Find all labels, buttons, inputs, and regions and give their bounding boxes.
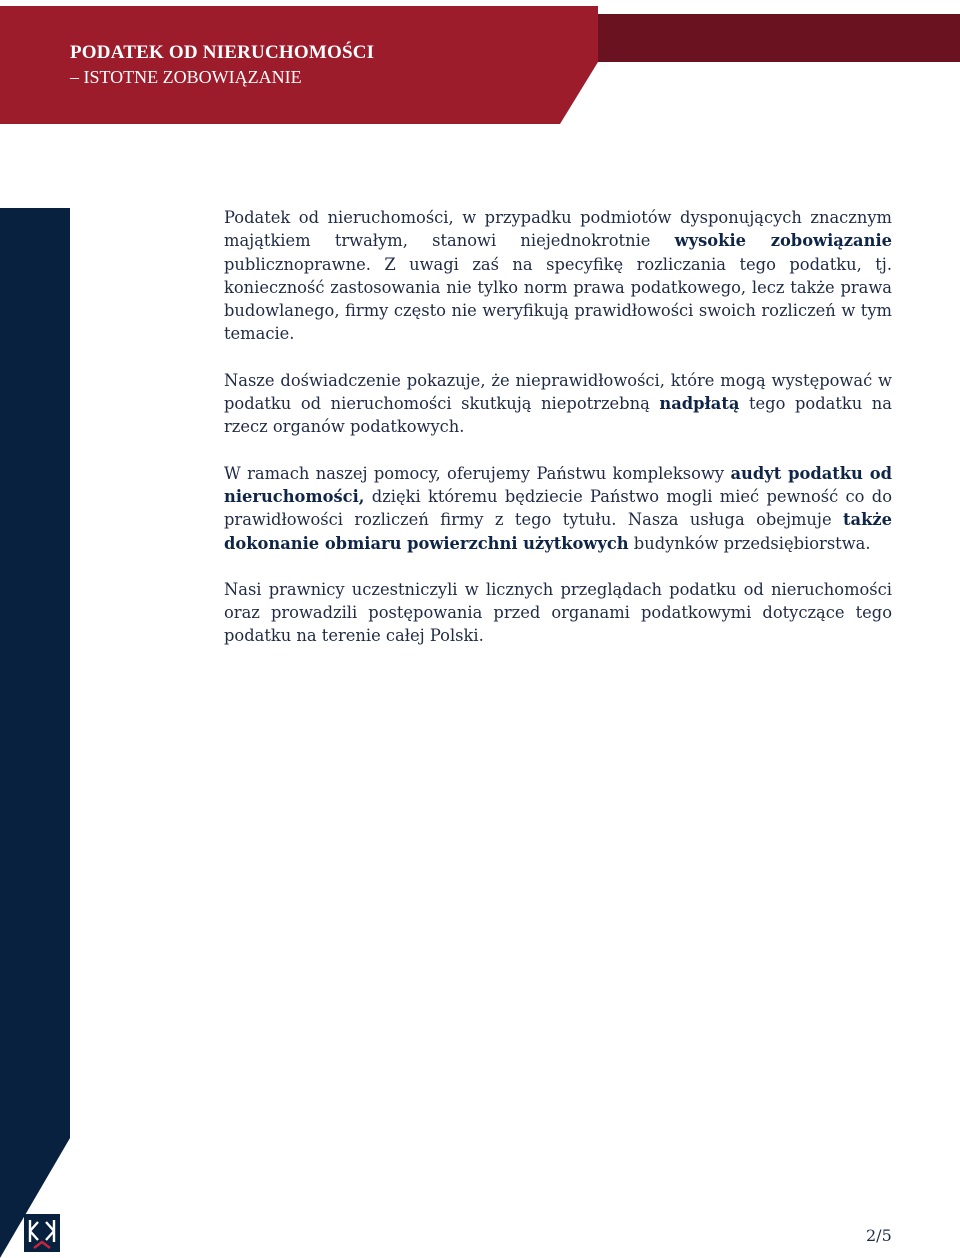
emphasis-measurement: także dokonanie obmiaru powierzchni użytkowych [224, 510, 892, 553]
page-title-main: PODATEK OD NIERUCHOMOŚCI [70, 42, 375, 63]
emphasis-high-obligation: wysokie zobowiązanie [674, 231, 892, 251]
paragraph-experience: Nasi prawnicy uczestniczyli w licznych przeglądach podatku od nieruchomości oraz prowadzili postępowania przed organami podatkowymi dotyczące tego podatku na terenie całej Polski. [224, 579, 892, 646]
paragraph-overpayment: Nasze doświadczenie pokazuje, że nieprawidłowości, które mogą występować w podatku od nieruchomości skutkują niepotrzebną nadpłatą tego podatku na rzecz organów podatkowych. [224, 370, 892, 437]
emphasis-overpayment: nadpłatą [659, 394, 740, 414]
page-number: 2/5 [866, 1226, 892, 1245]
paragraph-audit-offer: W ramach naszej pomocy, oferujemy Państwu kompleksowy audyt podatku od nieruchomości, dzięki któremu będziecie Państwo mogli mieć pewność co do prawidłowości rozliczeń firmy z tego tytułu. Nasza usługa obejmuje także dokonanie obmiaru powierzchni użytkowych budynków przedsiębiorstwa. [224, 463, 892, 553]
emphasis-audit: audyt podatku od nieruchomości, [224, 463, 892, 506]
page-title [70, 41, 374, 89]
header-banner [0, 0, 960, 124]
main-content [224, 206, 892, 671]
firm-logo-icon [24, 1214, 60, 1252]
page-title-sub: – ISTOTNE ZOBOWIĄZANIE [70, 67, 302, 87]
side-band-shape [0, 208, 70, 1258]
side-navy-band [0, 208, 70, 1258]
paragraph-tax-obligation: Podatek od nieruchomości, w przypadku podmiotów dysponujących znacznym majątkiem trwałym, stanowi niejednokrotnie wysokie zobowiązanie publicznoprawne. Z uwagi zaś na specyfikę rozliczania tego podatku, tj. konieczność zastosowania nie tylko norm prawa podatkowego, lecz także prawa budowlanego, firmy często nie weryfikują prawidłowości swoich rozliczeń w tym temacie. [224, 208, 892, 344]
